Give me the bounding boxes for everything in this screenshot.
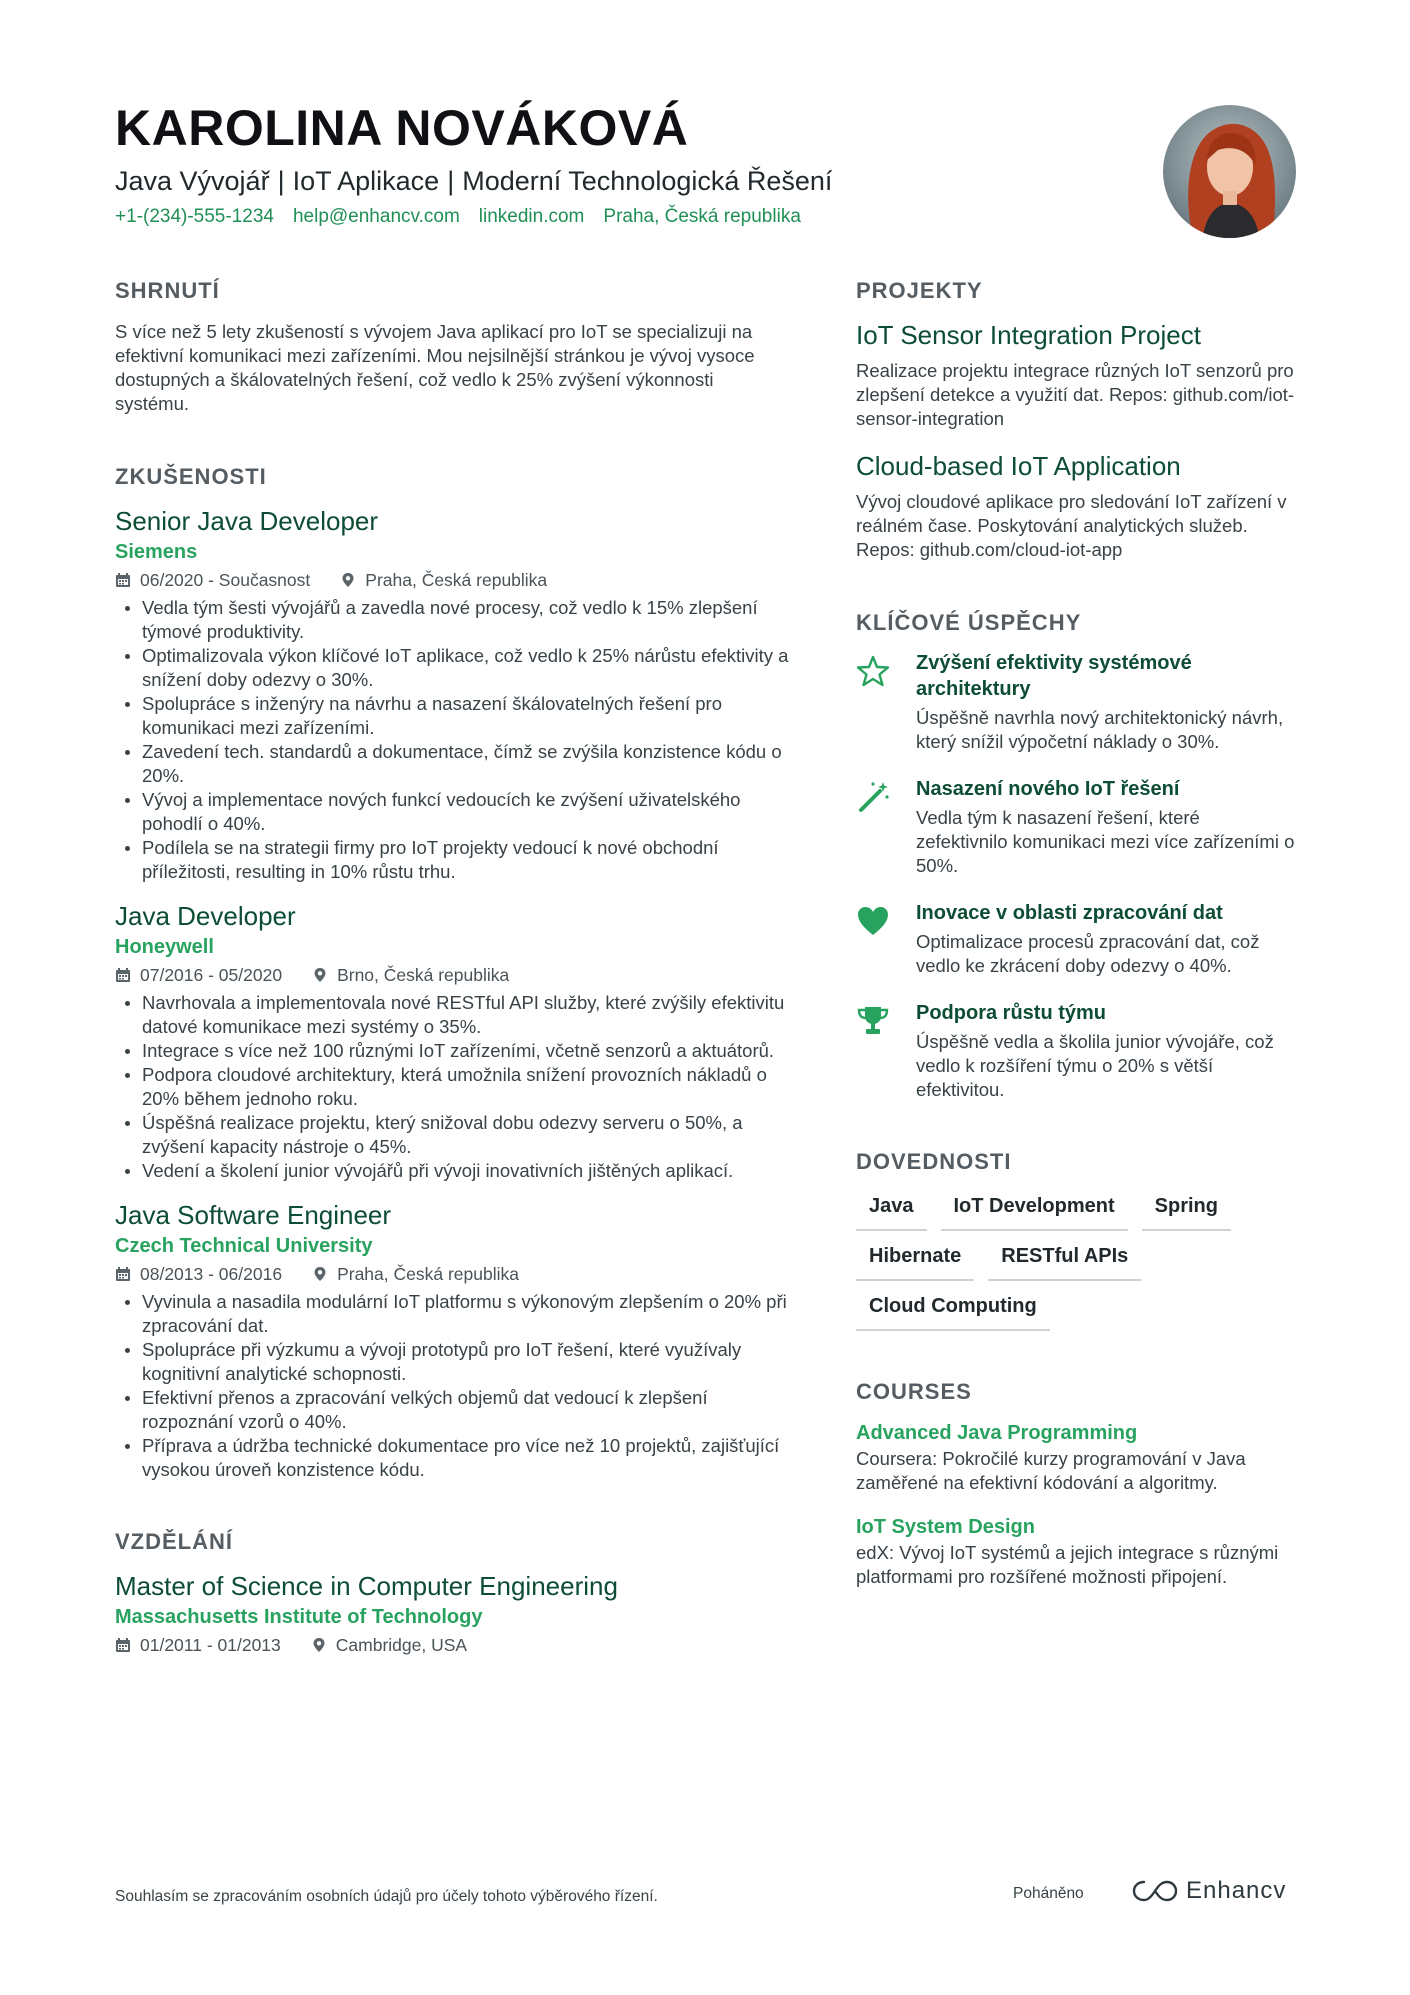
job-bullet: Vedla tým šesti vývojářů a zavedla nové procesy, což vedlo k 15% zlepšení týmové produktivity. — [115, 596, 795, 644]
job-bullets — [115, 991, 795, 1183]
enhancv-brand-text: Enhancv — [1186, 1877, 1287, 1904]
achievement-item — [856, 1000, 1296, 1102]
job-bullet: Zavedení tech. standardů a dokumentace, čímž se zvýšila konzistence kódu o 20%. — [115, 740, 795, 788]
education-dates: 01/2011 - 01/2013 — [140, 1635, 281, 1655]
job-bullet: Vývoj a implementace nových funkcí vedoucích ke zvýšení uživatelského pohodlí o 40%. — [115, 788, 795, 836]
company-name: Siemens — [115, 541, 198, 563]
job-location-text: Praha, Česká republika — [337, 1264, 519, 1284]
skill-tag: Hibernate — [856, 1243, 974, 1281]
course-title: IoT System Design — [856, 1516, 1035, 1538]
skill-tag: IoT Development — [941, 1193, 1128, 1231]
location-pin-icon — [340, 572, 356, 588]
job-title: Java Software Engineer — [115, 1200, 392, 1230]
job-bullet: Vedení a školení junior vývojářů při vývoji inovativních jištěných aplikací. — [115, 1159, 795, 1183]
education-entry — [115, 1569, 795, 1657]
job-bullet: Spolupráce při výzkumu a vývoji prototypů pro IoT řešení, které využívaly kognitivní analytické schopnosti. — [115, 1338, 795, 1386]
course-entry — [856, 1419, 1296, 1495]
calendar-icon — [115, 1266, 131, 1282]
job-title: Java Developer — [115, 901, 296, 931]
enhancv-logo-icon — [1132, 1879, 1178, 1903]
job-location — [340, 568, 547, 592]
education-location — [311, 1633, 467, 1657]
job-meta — [115, 1262, 795, 1286]
achievement-description: Úspěšně vedla a školila junior vývojáře, což vedlo k rozšíření týmu o 20% s větší efektivitou. — [916, 1031, 1274, 1100]
candidate-name: KAROLINA NOVÁKOVÁ — [115, 100, 689, 156]
achievement-title: Podpora růstu týmu — [916, 1002, 1107, 1024]
left-column — [115, 276, 795, 1657]
location-pin-icon — [311, 1637, 327, 1653]
job-entry — [115, 504, 795, 884]
candidate-subtitle — [115, 162, 1115, 200]
project-description: Realizace projektu integrace různých IoT senzorů pro zlepšení detekce a využití dat. Repos: github.com/iot-sensor-integration — [856, 360, 1295, 429]
skill-tag: Spring — [1142, 1193, 1231, 1231]
course-entry — [856, 1513, 1296, 1589]
project-entry — [856, 318, 1296, 431]
job-bullets — [115, 1290, 795, 1482]
star-icon — [856, 650, 900, 754]
project-title: IoT Sensor Integration Project — [856, 320, 1201, 350]
subtitle-part: IoT Aplikace — [292, 166, 440, 196]
location-pin-icon — [312, 967, 328, 983]
job-bullet: Úspěšná realizace projektu, který snižoval dobu odezvy serveru o 50%, a zvýšení kapacity nástroje o 45%. — [115, 1111, 795, 1159]
education-meta — [115, 1633, 795, 1657]
achievement-description: Úspěšně navrhla nový architektonický návrh, který snížil výpočetní náklady o 30%. — [916, 707, 1284, 752]
course-description: Coursera: Pokročilé kurzy programování v Java zaměřené na efektivní kódování a algoritmy. — [856, 1448, 1246, 1493]
job-meta — [115, 568, 795, 592]
job-dates: 07/2016 - 05/2020 — [140, 965, 283, 985]
achievement-item — [856, 900, 1296, 978]
job-bullet: Spolupráce s inženýry na návrhu a nasazení škálovatelných řešení pro komunikaci mezi zařízeními. — [115, 692, 795, 740]
subtitle-separator: | — [277, 166, 285, 196]
email-link[interactable]: help@enhancv.com — [292, 206, 460, 227]
company-name: Czech Technical University — [115, 1235, 373, 1257]
job-bullet: Vyvinula a nasadila modulární IoT platformu s výkonovým zlepšením o 20% při zpracování dat. — [115, 1290, 795, 1338]
course-description: edX: Vývoj IoT systémů a jejich integrace s různými platformami pro rozšířené možnosti připojení. — [856, 1542, 1279, 1587]
trophy-icon — [856, 1000, 900, 1102]
powered-by-label: Poháněno — [1013, 1885, 1084, 1902]
skill-tag: Java — [856, 1193, 927, 1231]
skills-heading: DOVEDNOSTI — [856, 1149, 1012, 1174]
job-dates: 08/2013 - 06/2016 — [140, 1264, 283, 1284]
job-bullet: Integrace s více než 100 různými IoT zařízeními, včetně senzorů a aktuátorů. — [115, 1039, 795, 1063]
job-bullet: Navrhovala a implementovala nové RESTful API služby, které zvýšily efektivitu datové komunikace mezi systémy o 35%. — [115, 991, 795, 1039]
achievement-item — [856, 776, 1296, 878]
degree-title: Master of Science in Computer Engineering — [115, 1571, 618, 1601]
job-bullet: Podpora cloudové architektury, která umožnila snížení provozních nákladů o 20% během jednoho roku. — [115, 1063, 795, 1111]
subtitle-part: Java Vývojář — [115, 166, 270, 196]
project-description: Vývoj cloudové aplikace pro sledování IoT zařízení v reálném čase. Poskytování analytických služeb. Repos: github.com/cloud-iot-app — [856, 491, 1287, 560]
job-location — [312, 1262, 519, 1286]
achievement-item — [856, 650, 1296, 754]
project-entry — [856, 449, 1296, 562]
job-location — [312, 963, 509, 987]
location-text: Praha, Česká republika — [603, 206, 801, 227]
job-location-text: Praha, Česká republika — [365, 570, 548, 590]
achievement-description: Vedla tým k nasazení řešení, které zefektivnilo komunikaci mezi více zařízeními o 50%. — [916, 807, 1295, 876]
course-title: Advanced Java Programming — [856, 1422, 1138, 1444]
consent-note: Souhlasím se zpracováním osobních údajů pro účely tohoto výběrového řízení. — [115, 1888, 658, 1905]
school-name: Massachusetts Institute of Technology — [115, 1606, 483, 1628]
subtitle-part: Moderní Technologická Řešení — [462, 166, 833, 196]
skill-tag: Cloud Computing — [856, 1293, 1050, 1331]
job-title: Senior Java Developer — [115, 506, 379, 536]
job-bullet: Příprava a údržba technické dokumentace pro více než 10 projektů, zajišťující vysokou úroveň konzistence kódu. — [115, 1434, 795, 1482]
achievements-heading: KLÍČOVÉ ÚSPĚCHY — [856, 610, 1082, 635]
phone-link[interactable]: +1-(234)-555-1234 — [115, 206, 274, 227]
job-meta — [115, 963, 795, 987]
job-location-text: Brno, Česká republika — [337, 965, 510, 985]
calendar-icon — [115, 967, 131, 983]
job-entry — [115, 1198, 795, 1482]
location-pin-icon — [312, 1266, 328, 1282]
summary-heading: SHRNUTÍ — [115, 278, 220, 303]
linkedin-link[interactable]: linkedin.com — [478, 206, 585, 227]
contact-row — [115, 204, 1115, 230]
heart-icon — [856, 900, 900, 978]
education-heading: VZDĚLÁNÍ — [115, 1529, 233, 1554]
company-name: Honeywell — [115, 936, 214, 958]
project-title: Cloud-based IoT Application — [856, 451, 1181, 481]
enhancv-logo[interactable] — [1132, 1877, 1286, 1905]
resume-header — [115, 96, 1115, 230]
job-bullets — [115, 596, 795, 884]
experience-heading: ZKUŠENOSTI — [115, 464, 267, 489]
achievement-description: Optimalizace procesů zpracování dat, což vedlo ke zkrácení doby odezvy o 40%. — [916, 931, 1260, 976]
job-dates: 06/2020 - Současnost — [140, 570, 311, 590]
projects-heading: PROJEKTY — [856, 278, 983, 303]
achievement-title: Zvýšení efektivity systémové architektury — [916, 652, 1192, 700]
achievement-title: Nasazení nového IoT řešení — [916, 778, 1180, 800]
subtitle-separator: | — [447, 166, 455, 196]
education-location-text: Cambridge, USA — [335, 1635, 468, 1655]
job-entry — [115, 899, 795, 1183]
job-bullet: Optimalizovala výkon klíčové IoT aplikace, což vedlo k 25% nárůstu efektivity a snížení doby odezvy o 30%. — [115, 644, 795, 692]
avatar — [1163, 105, 1296, 238]
calendar-icon — [115, 1637, 131, 1653]
summary-text: S více než 5 lety zkušeností s vývojem Java aplikací pro IoT se specializuji na efektivní komunikaci mezi zařízeními. Mou nejsilnější stránkou je vývoj vysoce dostupných a škálovatelných řešení, což vedlo k 25% zvýšení výkonnosti systému. — [115, 321, 755, 414]
magic-wand-icon — [856, 776, 900, 878]
job-bullet: Podílela se na strategii firmy pro IoT projekty vedoucí k nové obchodní příležitosti, resulting in 10% růstu trhu. — [115, 836, 795, 884]
skills-list — [856, 1193, 1296, 1331]
right-column — [856, 276, 1296, 1589]
courses-heading: COURSES — [856, 1379, 972, 1404]
job-bullet: Efektivní přenos a zpracování velkých objemů dat vedoucí k zlepšení rozpoznání vzorů o 40%. — [115, 1386, 795, 1434]
skill-tag: RESTful APIs — [988, 1243, 1141, 1281]
calendar-icon — [115, 572, 131, 588]
achievement-title: Inovace v oblasti zpracování dat — [916, 902, 1223, 924]
